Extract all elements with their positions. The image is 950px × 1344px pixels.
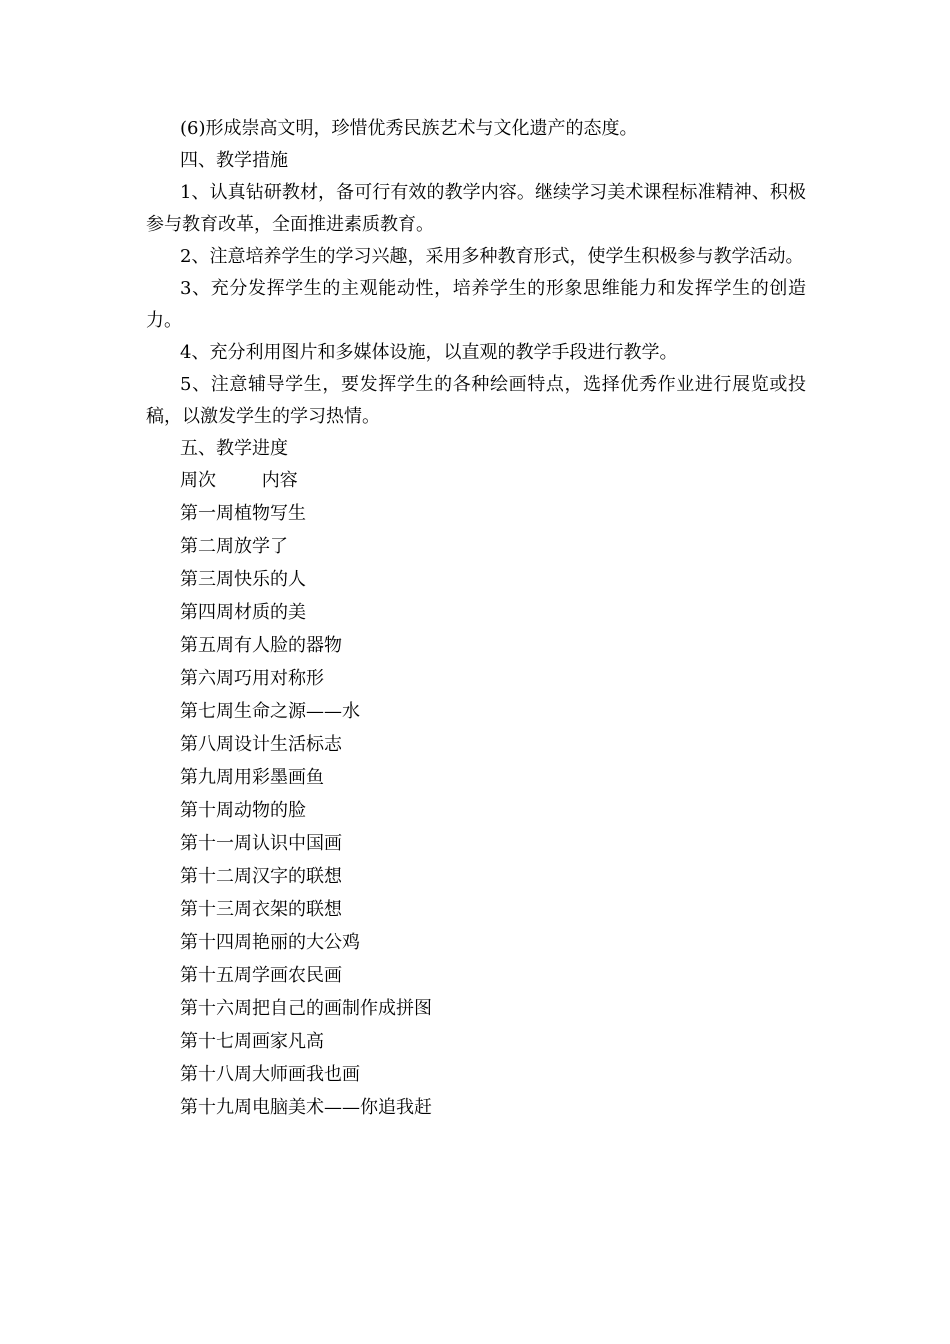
list-item: 第十二周汉字的联想: [180, 866, 342, 887]
list-item: 第十四周艳丽的大公鸡: [180, 932, 360, 953]
list-item: 第十八周大师画我也画: [180, 1064, 360, 1085]
list-item: 第七周生命之源——水: [180, 701, 360, 722]
document-page: [146, 113, 806, 1125]
list-item: 第十三周衣架的联想: [180, 899, 342, 920]
list-item: 第一周植物写生: [180, 503, 306, 524]
list-item: 第八周设计生活标志: [180, 734, 342, 755]
paragraph-measure-1: 1、认真钻研教材，备可行有效的教学内容。继续学习美术课程标准精神、积极参与教育改革，全面推进素质教育。: [146, 182, 806, 235]
list-item: 第十一周认识中国画: [180, 833, 342, 854]
paragraph-measure-3: 3、充分发挥学生的主观能动性，培养学生的形象思维能力和发挥学生的创造力。: [146, 278, 806, 331]
list-item: 第四周材质的美: [180, 602, 306, 623]
paragraph-measure-2: 2、注意培养学生的学习兴趣，采用多种教育形式，使学生积极参与教学活动。: [180, 246, 804, 267]
list-item: 第十六周把自己的画制作成拼图: [180, 998, 432, 1019]
section-heading-schedule: 五、教学进度: [180, 438, 288, 459]
list-item: 第六周巧用对称形: [180, 668, 324, 689]
schedule-header: [146, 465, 806, 498]
list-item: 第三周快乐的人: [180, 569, 306, 590]
paragraph-goal-6: (6)形成崇高文明，珍惜优秀民族艺术与文化遗产的态度。: [180, 118, 638, 139]
paragraph-measure-5: 5、注意辅导学生，要发挥学生的各种绘画特点，选择优秀作业进行展览或投稿，以激发学生的学习热情。: [146, 374, 806, 427]
list-item: 第五周有人脸的器物: [180, 635, 342, 656]
paragraph-measure-4: 4、充分利用图片和多媒体设施，以直观的教学手段进行教学。: [180, 342, 678, 363]
list-item: 第九周用彩墨画鱼: [180, 767, 324, 788]
schedule-header-week: 周次: [180, 470, 216, 491]
section-heading-measures: 四、教学措施: [180, 150, 288, 171]
list-item: 第十九周电脑美术——你追我赶: [180, 1097, 432, 1118]
list-item: 第二周放学了: [180, 536, 288, 557]
schedule-header-content: 内容: [261, 470, 298, 491]
list-item: 第十五周学画农民画: [180, 965, 342, 986]
list-item: 第十周动物的脸: [180, 800, 306, 821]
list-item: 第十七周画家凡高: [180, 1031, 324, 1052]
